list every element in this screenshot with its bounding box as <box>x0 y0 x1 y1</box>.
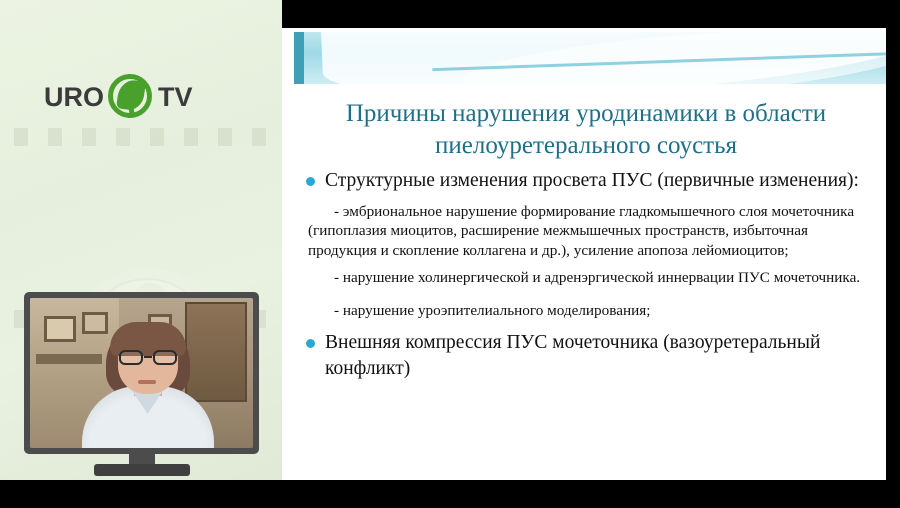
presenter-avatar <box>82 328 214 448</box>
uro-tv-logo <box>44 70 234 124</box>
slide-header-banner <box>282 28 886 96</box>
glasses-icon <box>118 350 178 366</box>
slide-body <box>304 168 870 384</box>
letterbox-bottom <box>0 480 900 508</box>
bullet-item-1 <box>304 168 870 194</box>
logo-text-uro: URO <box>44 81 104 112</box>
letterbox-right <box>886 0 900 508</box>
bullet-dot-icon <box>306 339 315 348</box>
sub-item-1-2: - нарушение холинергической и адренэргической иннервации ПУС мочеточника. <box>334 268 861 286</box>
monitor-stand-base <box>94 464 190 476</box>
presenter-video-thumbnail[interactable] <box>24 292 259 478</box>
sub-item-1-3: - нарушение уроэпителиального моделирования; <box>334 301 651 319</box>
sub-item-1-1: - эмбриональное нарушение формирование гладкомышечного слоя мочеточника (гипоплазия миоцитов, расширение межмышечных пространств, избыточная продукция и скопление коллагена и др.), усиление апопоза лейомиоцитов; <box>308 202 855 260</box>
slide-title: Причины нарушения уродинамики в области пиелоуретерального соустья <box>345 100 827 159</box>
branding-panel <box>0 0 282 508</box>
presentation-slide <box>282 28 886 480</box>
bullet-item-2-label: Внешняя компрессия ПУС мочеточника (вазоуретеральный конфликт) <box>325 332 821 380</box>
monitor-bezel <box>24 292 259 454</box>
bullet-dot-icon <box>306 177 315 186</box>
leaf-logo-icon <box>106 72 156 122</box>
video-screen <box>30 298 253 448</box>
bullet-item-1-label: Структурные изменения просвета ПУС (первичные изменения): <box>325 170 859 191</box>
logo-text-tv: TV <box>158 81 193 112</box>
bullet-item-2 <box>304 330 870 381</box>
